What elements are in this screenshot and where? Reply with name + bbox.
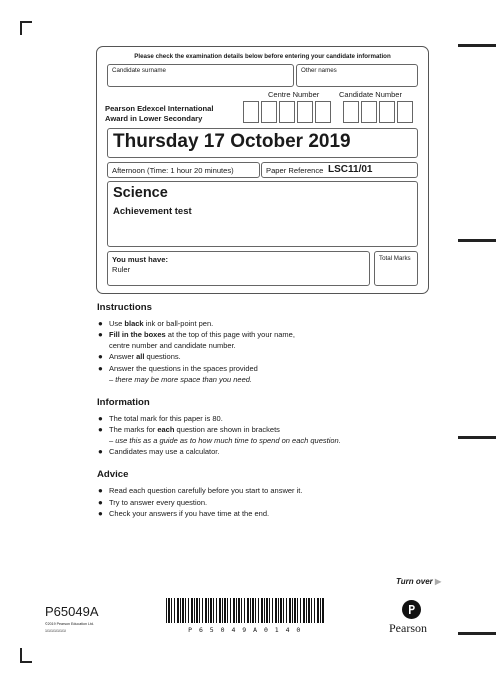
pearson-p-glyph-icon — [402, 600, 421, 619]
instruction-item: ● Answer the questions in the spaces provided — [98, 364, 258, 373]
advice-item: ● Read each question carefully before you start to answer it. — [98, 486, 303, 495]
centre-number-label: Centre Number — [268, 90, 320, 99]
candidate-surname-field[interactable] — [107, 64, 294, 87]
paper-code: P65049A — [45, 604, 99, 619]
other-names-label: Other names — [301, 67, 337, 74]
margin-bar — [458, 44, 496, 47]
exam-date: Thursday 17 October 2019 — [113, 131, 351, 152]
must-have-item: Ruler — [112, 265, 131, 274]
barcode — [166, 598, 324, 623]
crop-mark-bottom-left-v — [20, 648, 22, 662]
crop-mark-top-left-h — [20, 21, 32, 23]
session-box — [107, 162, 260, 178]
total-marks-label: Total Marks — [379, 255, 411, 262]
centre-number-box-2[interactable] — [261, 101, 277, 123]
margin-bar — [458, 436, 496, 439]
information-item-continued: – use this as a guide as to how much time to spend on each question. — [109, 436, 341, 445]
instruction-item: ● Use black ink or ball-point pen. — [98, 319, 214, 328]
turn-over-label: Turn over — [396, 577, 433, 586]
subject-title: Science — [113, 185, 168, 201]
date-box — [107, 128, 418, 158]
centre-number-box-5[interactable] — [315, 101, 331, 123]
check-details-text: Please check the examination details below before entering your candidate information — [134, 53, 391, 60]
candidate-number-box-4[interactable] — [397, 101, 413, 123]
candidate-number-box-1[interactable] — [343, 101, 359, 123]
information-item: ● Candidates may use a calculator. — [98, 447, 220, 456]
other-names-field[interactable] — [296, 64, 418, 87]
instructions-heading: Instructions — [97, 302, 152, 313]
must-have-label: You must have: — [112, 255, 168, 264]
session-text: Afternoon (Time: 1 hour 20 minutes) — [112, 166, 234, 175]
margin-bar — [458, 632, 496, 635]
candidate-number-box-3[interactable] — [379, 101, 395, 123]
centre-number-box-3[interactable] — [279, 101, 295, 123]
advice-heading: Advice — [97, 469, 129, 480]
print-code: 1/1/1/1/1/1/1/ — [45, 629, 66, 633]
pearson-brand: Pearson — [389, 621, 427, 635]
instruction-item-continued: – there may be more space than you need. — [109, 375, 253, 384]
centre-number-box-1[interactable] — [243, 101, 259, 123]
must-have-box — [107, 251, 370, 286]
instruction-item: ● Fill in the boxes at the top of this page with your name, — [98, 330, 295, 339]
subject-box — [107, 181, 418, 247]
crop-mark-bottom-left-h — [20, 661, 32, 663]
instruction-item: ● Answer all questions. — [98, 352, 181, 361]
subject-subtitle: Achievement test — [113, 206, 192, 217]
advice-item: ● Try to answer every question. — [98, 498, 208, 507]
copyright: ©2019 Pearson Education Ltd. — [45, 622, 95, 626]
information-heading: Information — [97, 397, 150, 408]
pearson-logo-icon — [402, 600, 421, 619]
instruction-item-continued: centre number and candidate number. — [109, 341, 236, 350]
centre-number-box-4[interactable] — [297, 101, 313, 123]
candidate-number-box-2[interactable] — [361, 101, 377, 123]
paper-reference-code: LSC11/01 — [328, 164, 373, 175]
paper-reference-label: Paper Reference — [266, 166, 324, 175]
candidate-number-label: Candidate Number — [339, 90, 402, 99]
award-title — [105, 104, 213, 124]
barcode-text: P 6 5 0 4 9 A 0 1 4 0 — [188, 626, 302, 634]
award-line-2: Award in Lower Secondary — [105, 114, 203, 123]
information-item: ● The marks for each question are shown in brackets — [98, 425, 280, 434]
candidate-surname-label: Candidate surname — [112, 67, 167, 74]
information-item: ● The total mark for this paper is 80. — [98, 414, 223, 423]
paper-reference-box — [261, 162, 418, 178]
turn-over-arrow-icon: ▶ — [434, 577, 442, 586]
turn-over — [396, 577, 441, 586]
crop-mark-top-left-v — [20, 21, 22, 35]
award-line-1: Pearson Edexcel International — [105, 104, 214, 113]
total-marks-box — [374, 251, 418, 286]
margin-bar — [458, 239, 496, 242]
advice-item: ● Check your answers if you have time at the end. — [98, 509, 270, 518]
